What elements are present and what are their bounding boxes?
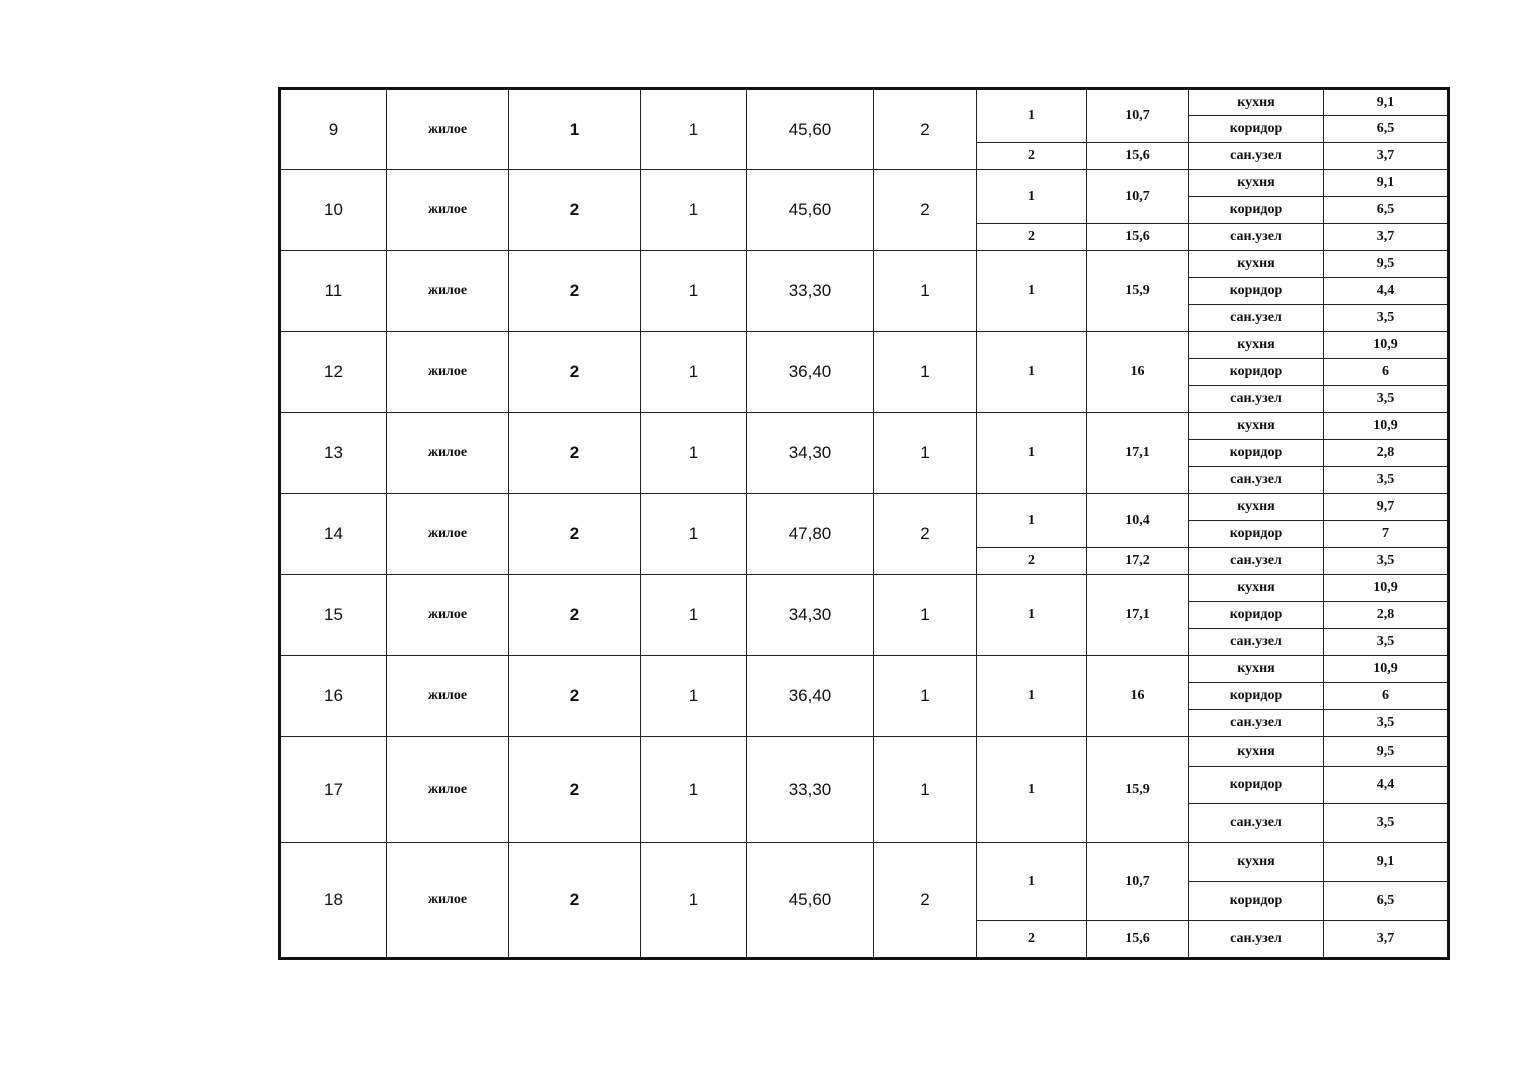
- apartment-rooms-count: 1: [874, 332, 977, 413]
- aux-room-area: 9,1: [1324, 170, 1449, 197]
- aux-room-area: 3,5: [1324, 386, 1449, 413]
- table-row: [280, 575, 1449, 602]
- apartment-floor: 2: [509, 737, 641, 843]
- aux-room-area: 3,7: [1324, 143, 1449, 170]
- apartment-number: 9: [280, 89, 387, 170]
- aux-room-area: 2,8: [1324, 602, 1449, 629]
- aux-room-area: 4,4: [1324, 278, 1449, 305]
- aux-room-name: сан.узел: [1189, 710, 1324, 737]
- apartment-number: 13: [280, 413, 387, 494]
- apartment-total-area: 34,30: [747, 413, 874, 494]
- aux-room-name: кухня: [1189, 575, 1324, 602]
- table-row: [280, 656, 1449, 683]
- aux-room-area: 9,7: [1324, 494, 1449, 521]
- apartment-total-area: 45,60: [747, 89, 874, 170]
- apartment-col4: 1: [641, 737, 747, 843]
- room-area: 10,7: [1087, 843, 1189, 921]
- aux-room-area: 4,4: [1324, 767, 1449, 804]
- room-number: 1: [977, 251, 1087, 332]
- table-row: [280, 332, 1449, 359]
- aux-room-area: 3,5: [1324, 629, 1449, 656]
- aux-room-area: 3,5: [1324, 305, 1449, 332]
- apartment-total-area: 36,40: [747, 332, 874, 413]
- room-area: 17,1: [1087, 413, 1189, 494]
- aux-room-name: сан.узел: [1189, 629, 1324, 656]
- room-area: 15,9: [1087, 737, 1189, 843]
- apartment-number: 16: [280, 656, 387, 737]
- apartment-col4: 1: [641, 413, 747, 494]
- apartment-purpose: жилое: [387, 575, 509, 656]
- aux-room-area: 3,7: [1324, 921, 1449, 959]
- table-row: [280, 413, 1449, 440]
- aux-room-area: 10,9: [1324, 575, 1449, 602]
- room-area: 15,9: [1087, 251, 1189, 332]
- aux-room-area: 6,5: [1324, 197, 1449, 224]
- aux-room-area: 3,5: [1324, 710, 1449, 737]
- apartment-col4: 1: [641, 575, 747, 656]
- aux-room-area: 10,9: [1324, 413, 1449, 440]
- aux-room-name: кухня: [1189, 89, 1324, 116]
- aux-room-area: 10,9: [1324, 656, 1449, 683]
- aux-room-area: 9,1: [1324, 843, 1449, 882]
- room-number: 1: [977, 89, 1087, 143]
- aux-room-name: сан.узел: [1189, 386, 1324, 413]
- aux-room-name: кухня: [1189, 251, 1324, 278]
- aux-room-area: 10,9: [1324, 332, 1449, 359]
- apartment-number: 14: [280, 494, 387, 575]
- apartment-floor: 2: [509, 494, 641, 575]
- aux-room-area: 7: [1324, 521, 1449, 548]
- apartment-rooms-count: 1: [874, 737, 977, 843]
- aux-room-name: сан.узел: [1189, 548, 1324, 575]
- apartment-rooms-count: 1: [874, 575, 977, 656]
- table-row: [280, 170, 1449, 197]
- room-number: 1: [977, 332, 1087, 413]
- room-area: 10,7: [1087, 89, 1189, 143]
- room-number: 1: [977, 575, 1087, 656]
- aux-room-area: 9,1: [1324, 89, 1449, 116]
- room-number: 1: [977, 656, 1087, 737]
- aux-room-area: 9,5: [1324, 251, 1449, 278]
- apartment-total-area: 33,30: [747, 737, 874, 843]
- apartment-rooms-count: 2: [874, 494, 977, 575]
- aux-room-name: коридор: [1189, 440, 1324, 467]
- aux-room-name: сан.узел: [1189, 467, 1324, 494]
- apartment-number: 15: [280, 575, 387, 656]
- apartment-total-area: 33,30: [747, 251, 874, 332]
- aux-room-name: кухня: [1189, 843, 1324, 882]
- apartment-floor: 2: [509, 170, 641, 251]
- aux-room-name: кухня: [1189, 737, 1324, 767]
- aux-room-name: коридор: [1189, 278, 1324, 305]
- aux-room-name: коридор: [1189, 359, 1324, 386]
- apartment-purpose: жилое: [387, 656, 509, 737]
- table-row: [280, 737, 1449, 767]
- apartment-floor: 2: [509, 575, 641, 656]
- apartment-col4: 1: [641, 494, 747, 575]
- apartment-rooms-count: 2: [874, 843, 977, 959]
- apartment-purpose: жилое: [387, 737, 509, 843]
- aux-room-area: 2,8: [1324, 440, 1449, 467]
- aux-room-area: 9,5: [1324, 737, 1449, 767]
- aux-room-area: 6: [1324, 359, 1449, 386]
- aux-room-name: кухня: [1189, 170, 1324, 197]
- apartment-floor: 2: [509, 843, 641, 959]
- apartment-col4: 1: [641, 332, 747, 413]
- aux-room-name: сан.узел: [1189, 804, 1324, 843]
- aux-room-name: сан.узел: [1189, 305, 1324, 332]
- room-area: 16: [1087, 656, 1189, 737]
- apartment-total-area: 36,40: [747, 656, 874, 737]
- room-number: 1: [977, 494, 1087, 548]
- room-area: 17,2: [1087, 548, 1189, 575]
- room-area: 16: [1087, 332, 1189, 413]
- apartment-purpose: жилое: [387, 251, 509, 332]
- apartment-rooms-count: 1: [874, 413, 977, 494]
- apartment-floor: 2: [509, 332, 641, 413]
- apartment-purpose: жилое: [387, 494, 509, 575]
- apartments-table: [278, 87, 1450, 960]
- room-number: 1: [977, 170, 1087, 224]
- apartment-rooms-count: 1: [874, 656, 977, 737]
- aux-room-area: 6,5: [1324, 882, 1449, 921]
- room-area: 10,7: [1087, 170, 1189, 224]
- room-area: 17,1: [1087, 575, 1189, 656]
- aux-room-name: кухня: [1189, 494, 1324, 521]
- apartment-number: 12: [280, 332, 387, 413]
- table-row: [280, 89, 1449, 116]
- apartment-purpose: жилое: [387, 170, 509, 251]
- aux-room-area: 6,5: [1324, 116, 1449, 143]
- room-area: 15,6: [1087, 224, 1189, 251]
- aux-room-name: сан.узел: [1189, 143, 1324, 170]
- apartment-purpose: жилое: [387, 413, 509, 494]
- table-row: [280, 843, 1449, 882]
- apartment-rooms-count: 2: [874, 89, 977, 170]
- aux-room-area: 3,5: [1324, 467, 1449, 494]
- apartment-floor: 1: [509, 89, 641, 170]
- apartment-col4: 1: [641, 843, 747, 959]
- room-number: 2: [977, 143, 1087, 170]
- apartment-floor: 2: [509, 656, 641, 737]
- apartment-number: 18: [280, 843, 387, 959]
- room-number: 1: [977, 413, 1087, 494]
- aux-room-name: коридор: [1189, 882, 1324, 921]
- room-number: 1: [977, 737, 1087, 843]
- apartment-col4: 1: [641, 170, 747, 251]
- aux-room-name: коридор: [1189, 521, 1324, 548]
- apartment-number: 11: [280, 251, 387, 332]
- aux-room-area: 3,5: [1324, 804, 1449, 843]
- apartment-total-area: 34,30: [747, 575, 874, 656]
- table-row: [280, 251, 1449, 278]
- apartment-purpose: жилое: [387, 843, 509, 959]
- room-number: 2: [977, 548, 1087, 575]
- aux-room-name: сан.узел: [1189, 224, 1324, 251]
- table-row: [280, 494, 1449, 521]
- aux-room-area: 3,5: [1324, 548, 1449, 575]
- apartment-floor: 2: [509, 413, 641, 494]
- room-number: 1: [977, 843, 1087, 921]
- apartment-col4: 1: [641, 251, 747, 332]
- apartment-rooms-count: 2: [874, 170, 977, 251]
- room-area: 15,6: [1087, 143, 1189, 170]
- apartment-purpose: жилое: [387, 89, 509, 170]
- apartment-number: 10: [280, 170, 387, 251]
- aux-room-area: 3,7: [1324, 224, 1449, 251]
- apartment-col4: 1: [641, 89, 747, 170]
- aux-room-name: коридор: [1189, 602, 1324, 629]
- aux-room-area: 6: [1324, 683, 1449, 710]
- apartment-number: 17: [280, 737, 387, 843]
- apartment-floor: 2: [509, 251, 641, 332]
- apartment-purpose: жилое: [387, 332, 509, 413]
- aux-room-name: коридор: [1189, 767, 1324, 804]
- room-area: 15,6: [1087, 921, 1189, 959]
- aux-room-name: коридор: [1189, 116, 1324, 143]
- apartment-total-area: 45,60: [747, 843, 874, 959]
- aux-room-name: кухня: [1189, 413, 1324, 440]
- apartment-col4: 1: [641, 656, 747, 737]
- apartment-rooms-count: 1: [874, 251, 977, 332]
- room-area: 10,4: [1087, 494, 1189, 548]
- aux-room-name: сан.узел: [1189, 921, 1324, 959]
- room-number: 2: [977, 921, 1087, 959]
- aux-room-name: коридор: [1189, 683, 1324, 710]
- room-number: 2: [977, 224, 1087, 251]
- apartment-total-area: 47,80: [747, 494, 874, 575]
- aux-room-name: кухня: [1189, 332, 1324, 359]
- aux-room-name: коридор: [1189, 197, 1324, 224]
- aux-room-name: кухня: [1189, 656, 1324, 683]
- apartment-total-area: 45,60: [747, 170, 874, 251]
